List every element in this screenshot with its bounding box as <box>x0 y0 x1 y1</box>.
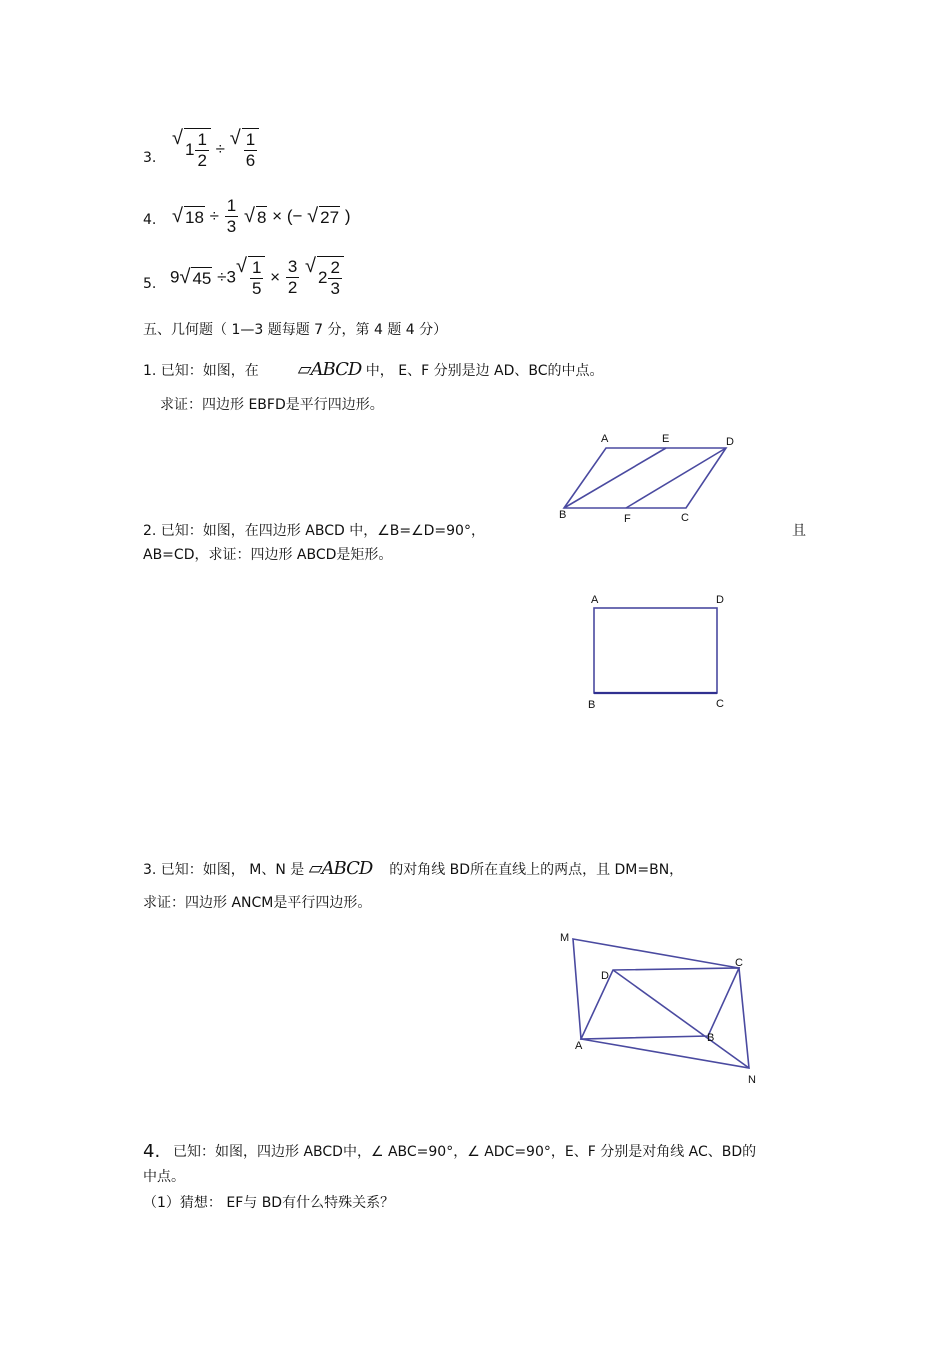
segment-df <box>626 448 726 508</box>
rectangle-abcd <box>594 608 717 693</box>
label-m: M <box>560 932 570 944</box>
problem-4-number: 4. <box>143 212 157 228</box>
label-a: A <box>575 1040 583 1052</box>
q2-text: 2. 已知：如图，在四边形 ABCD 中，∠B=∠D=90°， <box>143 523 485 539</box>
q3-text: 3. 已知：如图， M、N 是 ▱ABCD 的对角线 BD所在直线上的两点，且 DM=BN， <box>143 858 684 879</box>
label-e: E <box>662 433 670 445</box>
radical: √ $\frac{1}{6}$ <box>230 128 259 171</box>
label-c: C <box>716 698 724 710</box>
label-b: B <box>588 699 596 711</box>
label-c: C <box>735 957 743 969</box>
label-a: A <box>601 433 609 445</box>
problem-5-expression: 9 √ 45 ÷3 √ $\frac{1}{5}$ × $\frac{3}{2}$ √ 2 $\frac{2}{3}$ <box>170 256 344 299</box>
label-d: D <box>726 436 734 448</box>
q4-text: 已知：如图，四边形 ABCD中，∠ ABC=90°，∠ ADC=90°，E、F 分别是对角线 AC、BD的 <box>173 1144 757 1160</box>
diagonal-bd <box>613 970 749 1068</box>
radical: √ 1 $\frac{1}{2}$ <box>172 128 211 171</box>
problem-3-number: 3. <box>143 150 157 166</box>
label-d: D <box>716 594 724 606</box>
problem-4-expression: √ 18 ÷ $\frac{1}{3}$ √ 8 × (− √ 27 ) <box>172 196 351 236</box>
label-b: B <box>559 509 567 521</box>
label-b: B <box>707 1032 715 1044</box>
label-c: C <box>681 512 689 524</box>
q3-prove-text: 求证：四边形 ANCM是平行四边形。 <box>143 895 372 911</box>
label-f: F <box>624 513 631 525</box>
section-heading: 五、几何题（ 1—3 题每题 7 分，第 4 题 4 分） <box>143 322 448 338</box>
parallelogram-symbol: ▱ABCD <box>297 359 362 380</box>
problem-5-number: 5. <box>143 276 157 292</box>
label-a: A <box>591 594 599 606</box>
label-n: N <box>748 1074 756 1086</box>
q2-text-line2: AB=CD，求证：四边形 ABCD是矩形。 <box>143 547 393 563</box>
q4-text-line2: 中点。 <box>143 1169 185 1185</box>
label-d: D <box>601 970 609 982</box>
segment-eb <box>564 448 666 508</box>
q4-subquestion-1: （1）猜想： EF与 BD有什么特殊关系？ <box>143 1195 395 1211</box>
q2-figure <box>580 590 740 715</box>
problem-3-expression: √ 1 $\frac{1}{2}$ ÷ √ $\frac{1}{6}$ <box>172 128 259 171</box>
parallelogram-symbol: ▱ABCD <box>308 858 373 879</box>
parallelogram-abcd <box>564 448 726 508</box>
q2-text-end: 且 <box>792 523 806 539</box>
q1-prove-text: 求证：四边形 EBFD是平行四边形。 <box>160 397 384 413</box>
q1-figure <box>550 428 750 528</box>
q3-figure <box>552 925 772 1090</box>
q4-number: 4. <box>143 1141 161 1162</box>
q1-text: 1. 已知：如图，在 ▱ABCD 中， E、F 分别是边 AD、BC的中点。 <box>143 359 604 380</box>
